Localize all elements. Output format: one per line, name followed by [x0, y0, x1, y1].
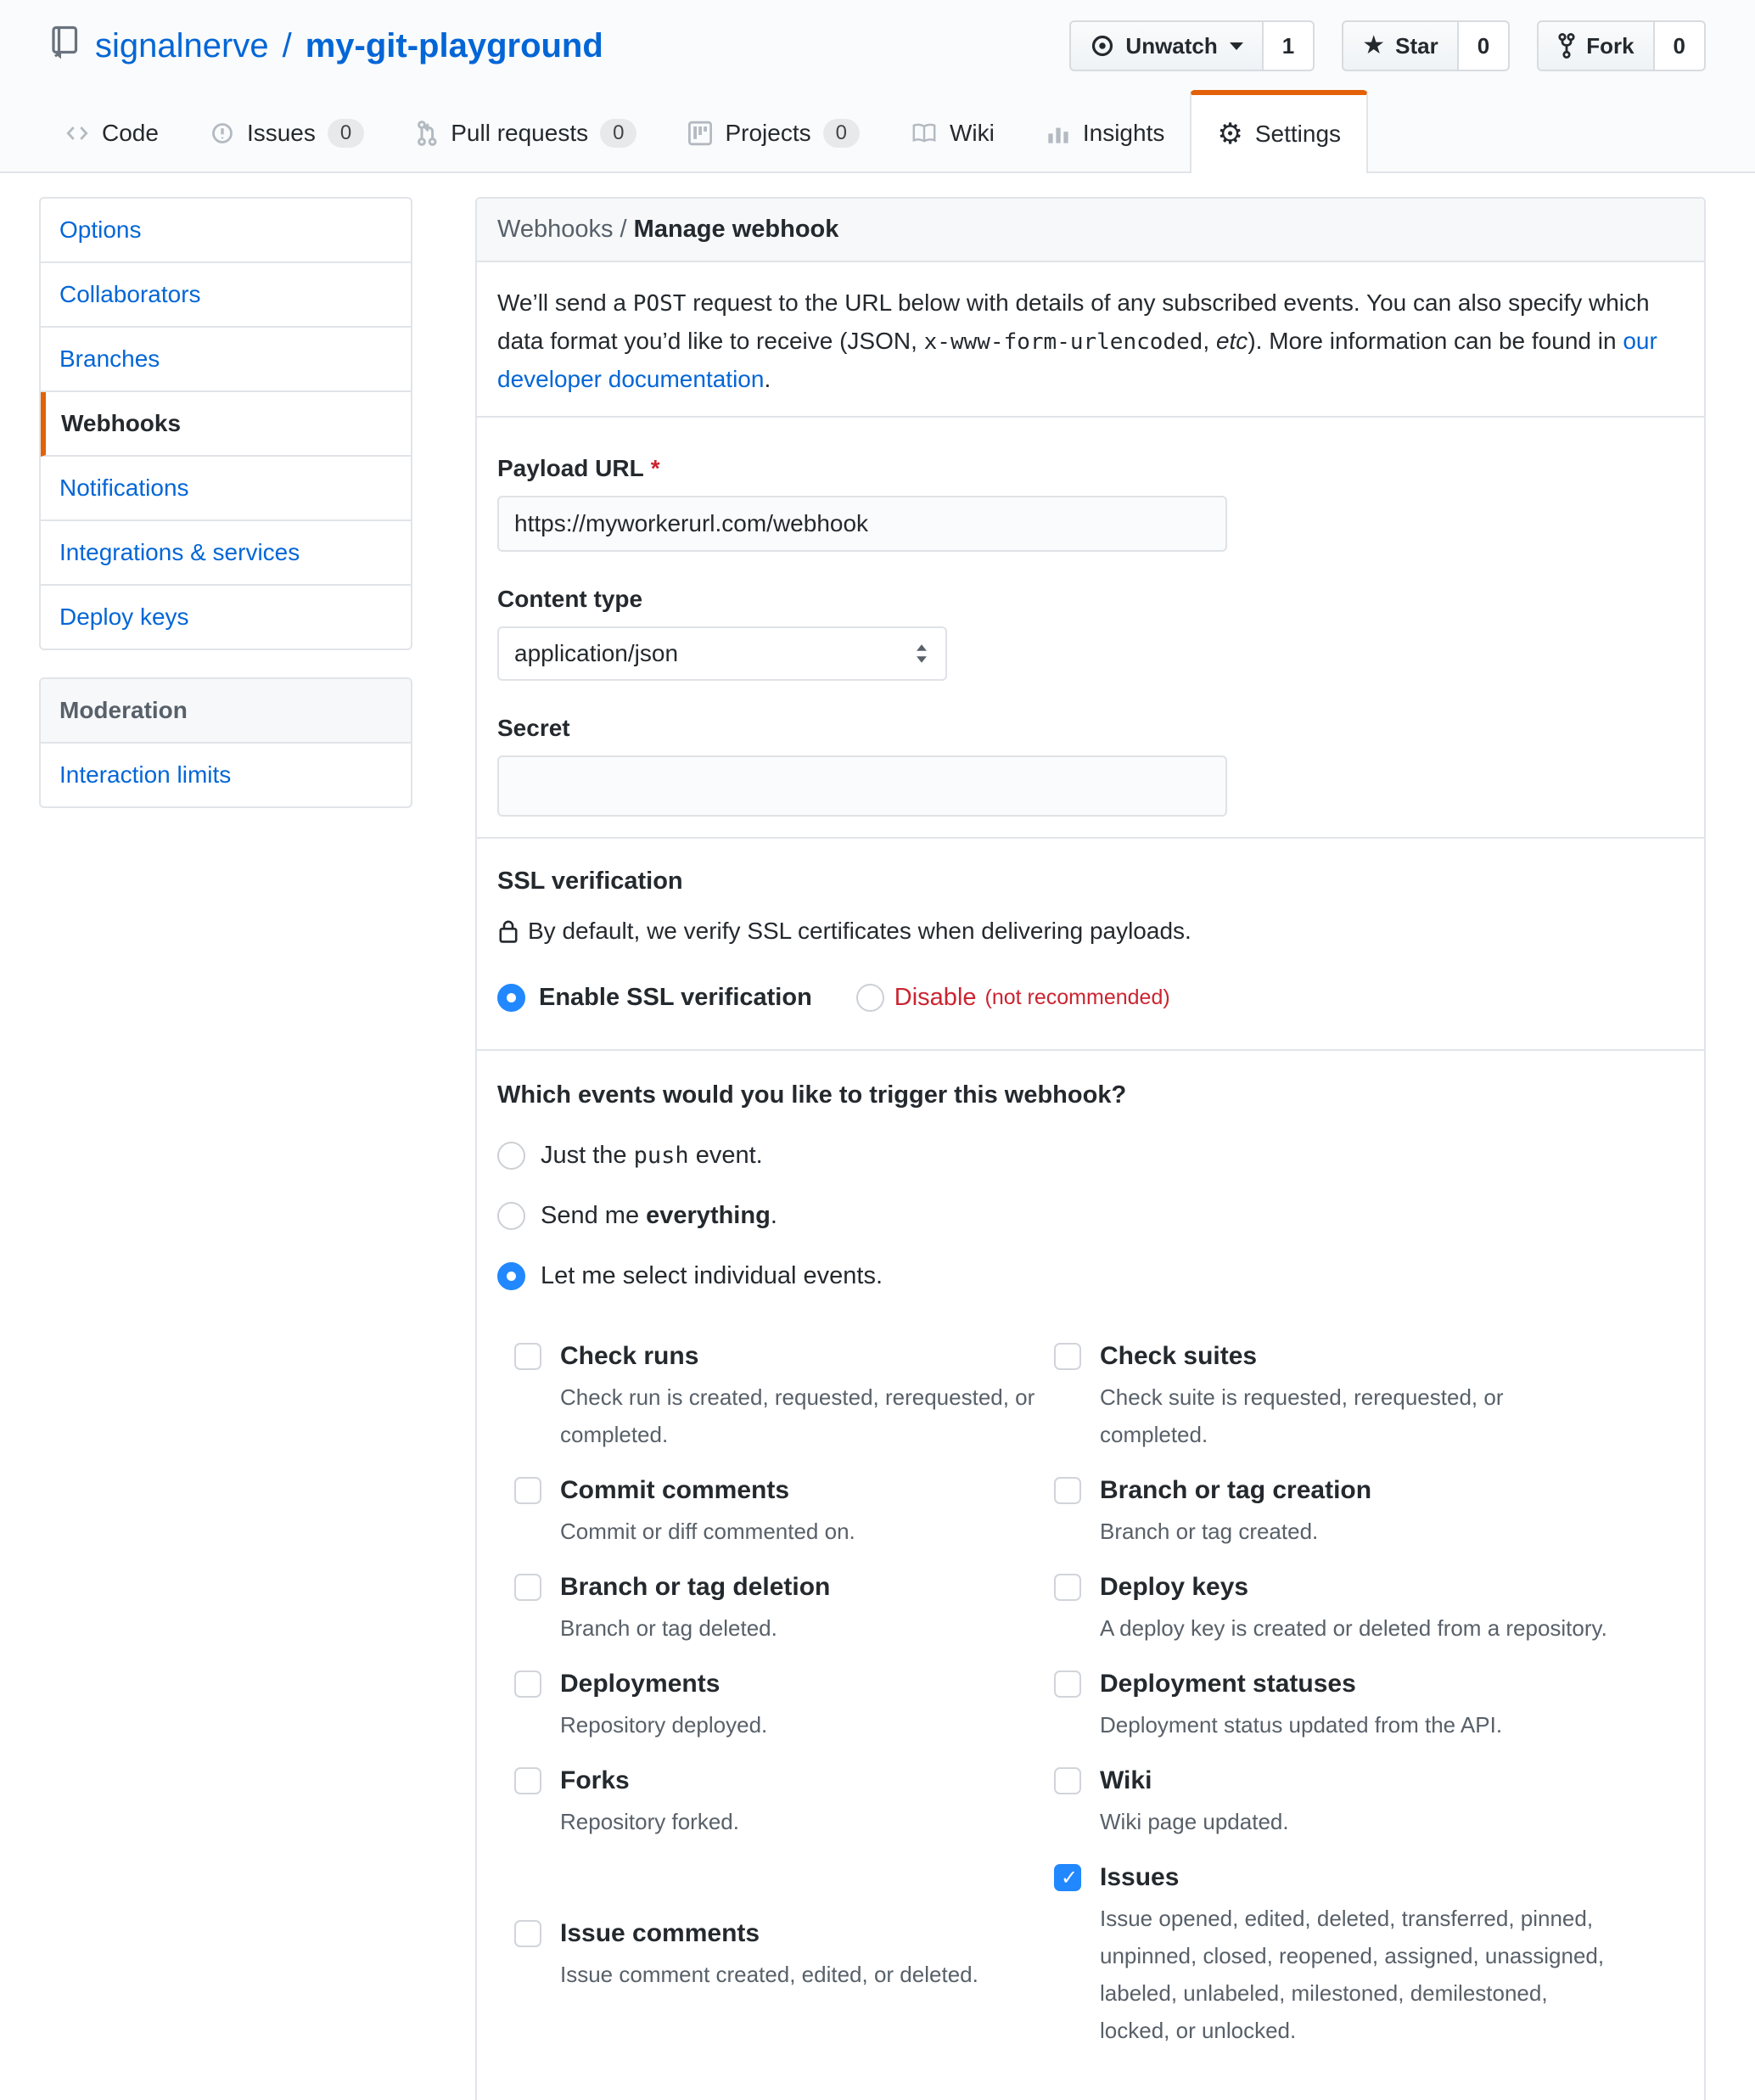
content-type-value: application/json: [514, 640, 679, 666]
tab-issues[interactable]: [184, 90, 390, 171]
project-icon: [687, 120, 713, 147]
event-title[interactable]: Issues: [1100, 1863, 1180, 1891]
lock-icon: [497, 918, 519, 945]
star-group: [1342, 20, 1510, 71]
event-wiki: [1054, 1766, 1684, 1840]
intro-text: We’ll send a: [497, 289, 633, 316]
sidebar-item-options[interactable]: Options: [41, 199, 411, 263]
event-check-suites: [1054, 1341, 1684, 1453]
check-suites-checkbox[interactable]: [1054, 1343, 1081, 1370]
disable-ssl-note: (not recommended): [984, 985, 1170, 1009]
event-desc: Deployment status updated from the API.: [1100, 1712, 1503, 1738]
events-heading: Which events would you like to trigger this webhook?: [497, 1081, 1127, 1109]
event-desc: Repository deployed.: [560, 1712, 768, 1738]
graph-icon: [1046, 121, 1071, 146]
moderation-menu: [39, 677, 412, 808]
choice-just-push: [497, 1142, 1684, 1170]
event-issues: [1054, 1862, 1684, 2049]
settings-sidebar: [39, 197, 412, 808]
event-title[interactable]: Check runs: [560, 1342, 699, 1370]
tab-settings[interactable]: [1190, 90, 1368, 173]
event-branch-tag-creation: [1054, 1475, 1684, 1550]
tab-label: Issues: [246, 120, 316, 146]
repo-name-link[interactable]: my-git-playground: [305, 26, 603, 65]
unwatch-label: Unwatch: [1125, 32, 1218, 59]
content-type-group: [497, 586, 1684, 681]
stars-count[interactable]: 0: [1459, 20, 1510, 71]
sidebar-item-branches[interactable]: Branches: [41, 328, 411, 392]
post-code: POST: [632, 291, 687, 317]
gear-icon: ⚙: [1217, 118, 1243, 150]
deploy-keys-checkbox[interactable]: [1054, 1574, 1081, 1601]
events-grid: [514, 1341, 1684, 2100]
event-title[interactable]: Deployment statuses: [1100, 1670, 1356, 1698]
event-desc: Check run is created, requested, rerequested, or completed.: [560, 1384, 1035, 1447]
repo-actions: [1069, 20, 1706, 71]
star-button[interactable]: [1342, 20, 1458, 71]
event-desc: Repository forked.: [560, 1809, 739, 1834]
choice-individual: [497, 1262, 1684, 1290]
code-icon: [64, 121, 90, 146]
intro-etc: etc: [1215, 328, 1248, 354]
enable-ssl-label[interactable]: Enable SSL verification: [539, 984, 812, 1011]
branch-tag-deletion-checkbox[interactable]: [514, 1574, 541, 1601]
fork-button[interactable]: [1537, 20, 1654, 71]
fork-group: [1537, 20, 1706, 71]
issue-icon: [210, 121, 235, 146]
wiki-checkbox[interactable]: [1054, 1767, 1081, 1794]
breadcrumb-current: Manage webhook: [633, 216, 839, 243]
ssl-note-text: By default, we verify SSL certificates when delivering payloads.: [528, 918, 1191, 944]
webhook-settings-panel: [475, 197, 1706, 2100]
star-icon: ★: [1362, 31, 1386, 59]
event-check-runs: [514, 1341, 1054, 1453]
repo-book-icon: [48, 23, 81, 69]
tab-label: Insights: [1082, 120, 1165, 146]
fork-icon: [1557, 32, 1576, 59]
just-push-radio[interactable]: [497, 1142, 525, 1170]
secret-group: [497, 715, 1684, 817]
event-deployment-statuses: [1054, 1669, 1684, 1743]
forks-checkbox[interactable]: [514, 1767, 541, 1794]
event-title[interactable]: Issue comments: [560, 1919, 760, 1947]
intro-text: request to the URL below with details of any subscribed events. You can also specify which data format you’d like to receive (JSON,: [497, 289, 1650, 354]
webhook-intro: [477, 262, 1704, 418]
event-deploy-keys: [1054, 1572, 1684, 1647]
event-title[interactable]: Forks: [560, 1766, 630, 1794]
event-title[interactable]: Deploy keys: [1100, 1573, 1249, 1601]
secret-input[interactable]: [497, 755, 1227, 817]
sidebar-item-collaborators[interactable]: Collaborators: [41, 263, 411, 328]
book-icon: [911, 121, 938, 146]
event-title[interactable]: Branch or tag deletion: [560, 1573, 831, 1601]
tab-label: Settings: [1254, 121, 1342, 147]
tab-label: Projects: [725, 120, 811, 146]
intro-text: ,: [1203, 328, 1216, 354]
projects-count-badge: 0: [823, 119, 860, 148]
tab-label: Wiki: [949, 120, 995, 146]
breadcrumb-webhooks-link[interactable]: Webhooks: [497, 216, 614, 243]
ssl-radio-row: [497, 984, 1684, 1012]
event-deployments: [514, 1669, 1054, 1743]
individual-events-radio[interactable]: [497, 1262, 525, 1290]
tab-projects[interactable]: [662, 90, 885, 171]
issues-count-badge: 0: [328, 119, 364, 148]
required-asterisk: *: [650, 455, 660, 481]
deployment-statuses-checkbox[interactable]: [1054, 1670, 1081, 1698]
event-desc: Branch or tag deleted.: [560, 1615, 777, 1641]
event-desc: Branch or tag created.: [1100, 1519, 1319, 1544]
event-branch-tag-deletion: [514, 1572, 1054, 1647]
intro-text: .: [764, 366, 771, 392]
breadcrumb-separator: /: [613, 216, 634, 243]
send-everything-radio[interactable]: [497, 1202, 525, 1230]
watch-group: [1069, 20, 1315, 71]
choice-everything: [497, 1202, 1684, 1230]
settings-menu: [39, 197, 412, 650]
tab-label: Pull requests: [451, 120, 589, 146]
ssl-heading: SSL verification: [497, 868, 683, 895]
forks-count[interactable]: 0: [1655, 20, 1706, 71]
breadcrumb: [477, 199, 1704, 262]
ssl-verification-section: [477, 839, 1704, 1051]
event-desc: Commit or diff commented on.: [560, 1519, 855, 1544]
page-header: [0, 0, 1755, 173]
check-runs-checkbox[interactable]: [514, 1343, 541, 1370]
issues-checkbox[interactable]: [1054, 1864, 1081, 1891]
event-desc: Wiki page updated.: [1100, 1809, 1289, 1834]
disable-ssl-radio[interactable]: [856, 984, 884, 1012]
tab-pull-requests[interactable]: [390, 90, 662, 171]
tab-code[interactable]: [39, 90, 184, 171]
payload-url-group: [497, 455, 1684, 552]
tab-insights[interactable]: [1020, 90, 1191, 171]
sidebar-item-interaction-limits[interactable]: Interaction limits: [59, 761, 232, 788]
moderation-heading: Moderation: [41, 679, 411, 744]
event-commit-comments: [514, 1475, 1054, 1550]
just-push-label[interactable]: Just the push event.: [541, 1142, 763, 1169]
tab-wiki[interactable]: [885, 90, 1020, 171]
content-type-label: Content type: [497, 586, 643, 612]
event-desc: Check suite is requested, rerequested, or completed.: [1100, 1384, 1504, 1447]
event-issue-comments: [514, 1918, 1054, 1993]
sidebar-item-deploy-keys[interactable]: Deploy keys: [59, 604, 189, 630]
disable-ssl-label[interactable]: Disable: [894, 984, 977, 1011]
select-caret-icon: [913, 642, 930, 665]
intro-text: ). More information can be found in: [1248, 328, 1623, 354]
pull-requests-count-badge: 0: [600, 119, 636, 148]
commit-comments-checkbox[interactable]: [514, 1477, 541, 1504]
secret-label: Secret: [497, 715, 570, 741]
event-desc: Issue opened, edited, deleted, transferred, pinned, unpinned, closed, reopened, assigned, unassigned, labeled, unlabeled, milestoned, demilestoned, locked, or unlocked.: [1100, 1906, 1605, 2043]
sidebar-item-webhooks[interactable]: Webhooks: [41, 392, 411, 457]
ssl-note: [497, 918, 1684, 945]
event-desc: A deploy key is created or deleted from a repository.: [1100, 1615, 1607, 1641]
fork-label: Fork: [1586, 32, 1634, 59]
deployments-checkbox[interactable]: [514, 1670, 541, 1698]
enable-ssl-radio[interactable]: [497, 984, 525, 1012]
unwatch-button[interactable]: [1069, 20, 1263, 71]
caret-down-icon: [1230, 42, 1243, 50]
sidebar-item-integrations-services[interactable]: Integrations & services: [41, 521, 411, 586]
send-everything-label[interactable]: Send me everything.: [541, 1202, 777, 1229]
repo-title: [48, 23, 603, 69]
content-type-select[interactable]: [497, 626, 947, 681]
developer-documentation-link[interactable]: our developer documentation: [497, 328, 1657, 392]
urlencoded-code: x-www-form-urlencoded: [923, 329, 1203, 355]
event-title[interactable]: Deployments: [560, 1670, 721, 1698]
eye-icon: [1090, 33, 1115, 59]
events-section: [477, 1051, 1704, 2100]
watchers-count[interactable]: 1: [1264, 20, 1315, 71]
repo-nav: [0, 90, 1755, 171]
event-forks: [514, 1766, 1054, 1840]
branch-tag-creation-checkbox[interactable]: [1054, 1477, 1081, 1504]
repo-owner-link[interactable]: signalnerve: [95, 26, 269, 65]
event-title[interactable]: Check suites: [1100, 1342, 1258, 1370]
individual-events-label[interactable]: Let me select individual events.: [541, 1262, 883, 1289]
repo-separator: /: [282, 26, 292, 65]
issue-comments-checkbox[interactable]: [514, 1920, 541, 1947]
event-desc: Issue comment created, edited, or deleted.: [560, 1962, 978, 1987]
settings-layout: [0, 173, 1755, 2100]
star-label: Star: [1395, 32, 1438, 59]
pull-request-icon: [415, 120, 439, 147]
event-title[interactable]: Branch or tag creation: [1100, 1476, 1372, 1504]
event-title[interactable]: Wiki: [1100, 1766, 1152, 1794]
repo-title-row: [0, 0, 1755, 90]
webhook-form: [477, 418, 1704, 839]
event-title[interactable]: Commit comments: [560, 1476, 790, 1504]
payload-url-label: Payload URL *: [497, 455, 660, 481]
sidebar-item-notifications[interactable]: Notifications: [41, 457, 411, 521]
tab-label: Code: [102, 120, 159, 146]
payload-url-input[interactable]: [497, 496, 1227, 552]
